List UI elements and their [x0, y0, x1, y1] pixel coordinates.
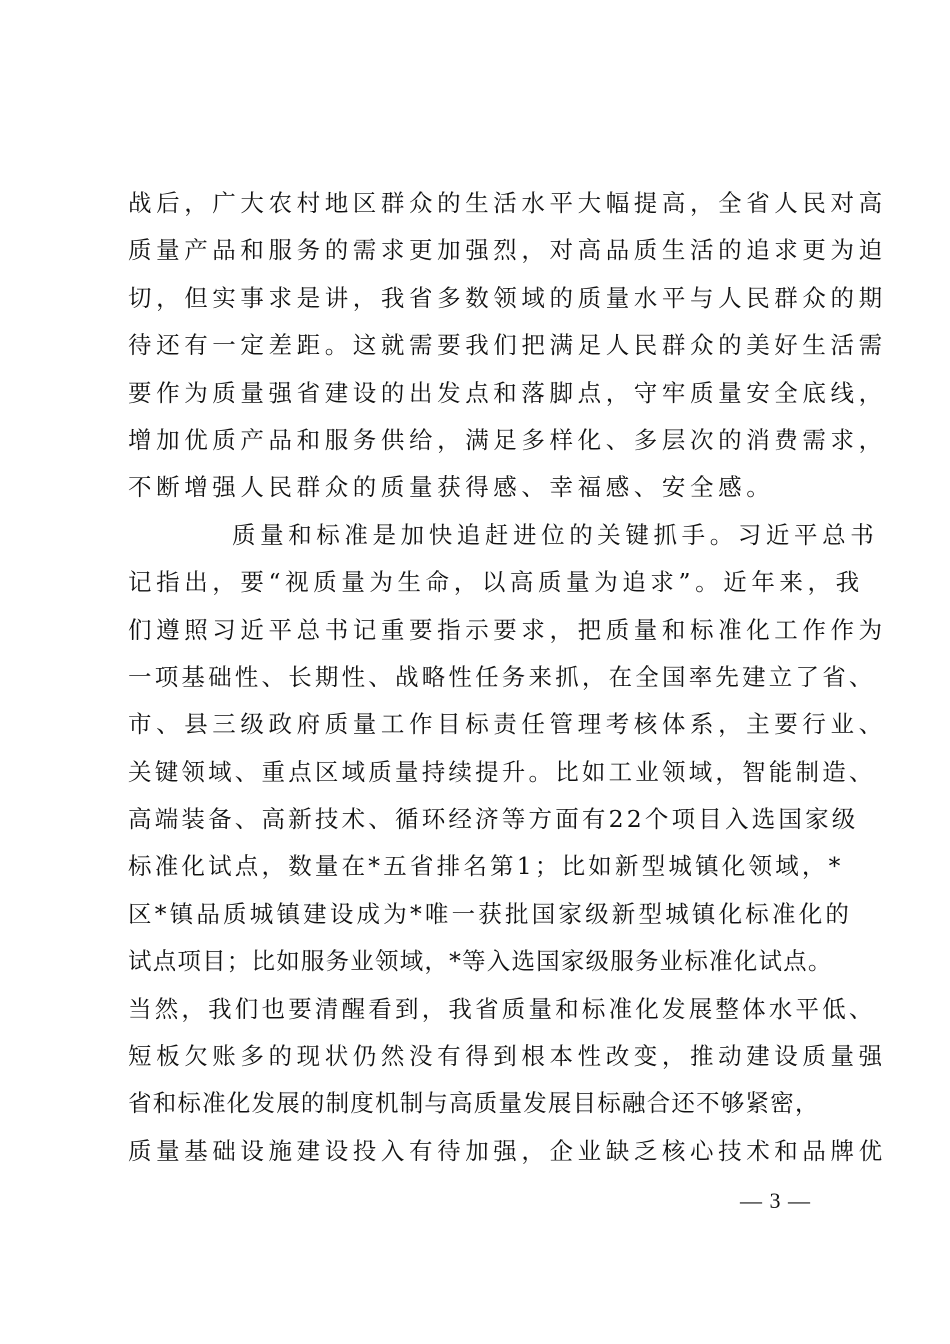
text-line: 高端装备、高新技术、循环经济等方面有22个项目入选国家级 [128, 805, 859, 834]
text-line: 一项基础性、长期性、战略性任务来抓，在全国率先建立了省、 [128, 662, 876, 691]
text-line: 市、县三级政府质量工作目标责任管理考核体系，主要行业、 [128, 710, 887, 739]
text-line: 省和标准化发展的制度机制与高质量发展目标融合还不够紧密， [128, 1089, 820, 1118]
text-line: 战后，广大农村地区群众的生活水平大幅提高，全省人民对高 [128, 189, 887, 217]
text-line: 待还有一定差距。这就需要我们把满足人民群众的美好生活需 [128, 331, 887, 360]
text-line: 不断增强人民群众的质量获得感、幸福感、安全感。 [128, 473, 775, 502]
paragraph-2 [128, 512, 887, 1175]
page-number: — 3 — [740, 1188, 811, 1213]
text-line: 质量基础设施建设投入有待加强，企业缺乏核心技术和品牌优 [128, 1136, 887, 1165]
text-line: 们遵照习近平总书记重要指示要求，把质量和标准化工作作为 [128, 615, 887, 644]
text-line: 质量和标准是加快追赶进位的关键抓手。习近平总书 [232, 520, 879, 549]
paragraph-1 [128, 180, 887, 512]
text-line: 要作为质量强省建设的出发点和落脚点，守牢质量安全底线， [128, 378, 887, 407]
text-line: 切，但实事求是讲，我省多数领域的质量水平与人民群众的期 [128, 283, 887, 312]
text-line: 短板欠账多的现状仍然没有得到根本性改变，推动建设质量强 [128, 1042, 887, 1071]
text-line: 记指出，要“视质量为生命，以高质量为追求”。近年来，我 [128, 568, 864, 597]
text-line: 标准化试点，数量在*五省排名第1；比如新型城镇化领域，* [128, 852, 844, 881]
text-line: 试点项目；比如服务业领域，*等入选国家级服务业标准化试点。 [128, 947, 833, 976]
text-line: 当然，我们也要清醒看到，我省质量和标准化发展整体水平低、 [128, 994, 876, 1023]
body-text [128, 180, 887, 1175]
text-line: 区*镇品质城镇建设成为*唯一获批国家级新型城镇化标准化的 [128, 899, 853, 928]
text-line: 质量产品和服务的需求更加强烈，对高品质生活的追求更为迫 [128, 236, 887, 265]
text-line: 增加优质产品和服务供给，满足多样化、多层次的消费需求， [128, 425, 887, 454]
text-line: 关键领域、重点区域质量持续提升。比如工业领域，智能制造、 [128, 757, 876, 786]
